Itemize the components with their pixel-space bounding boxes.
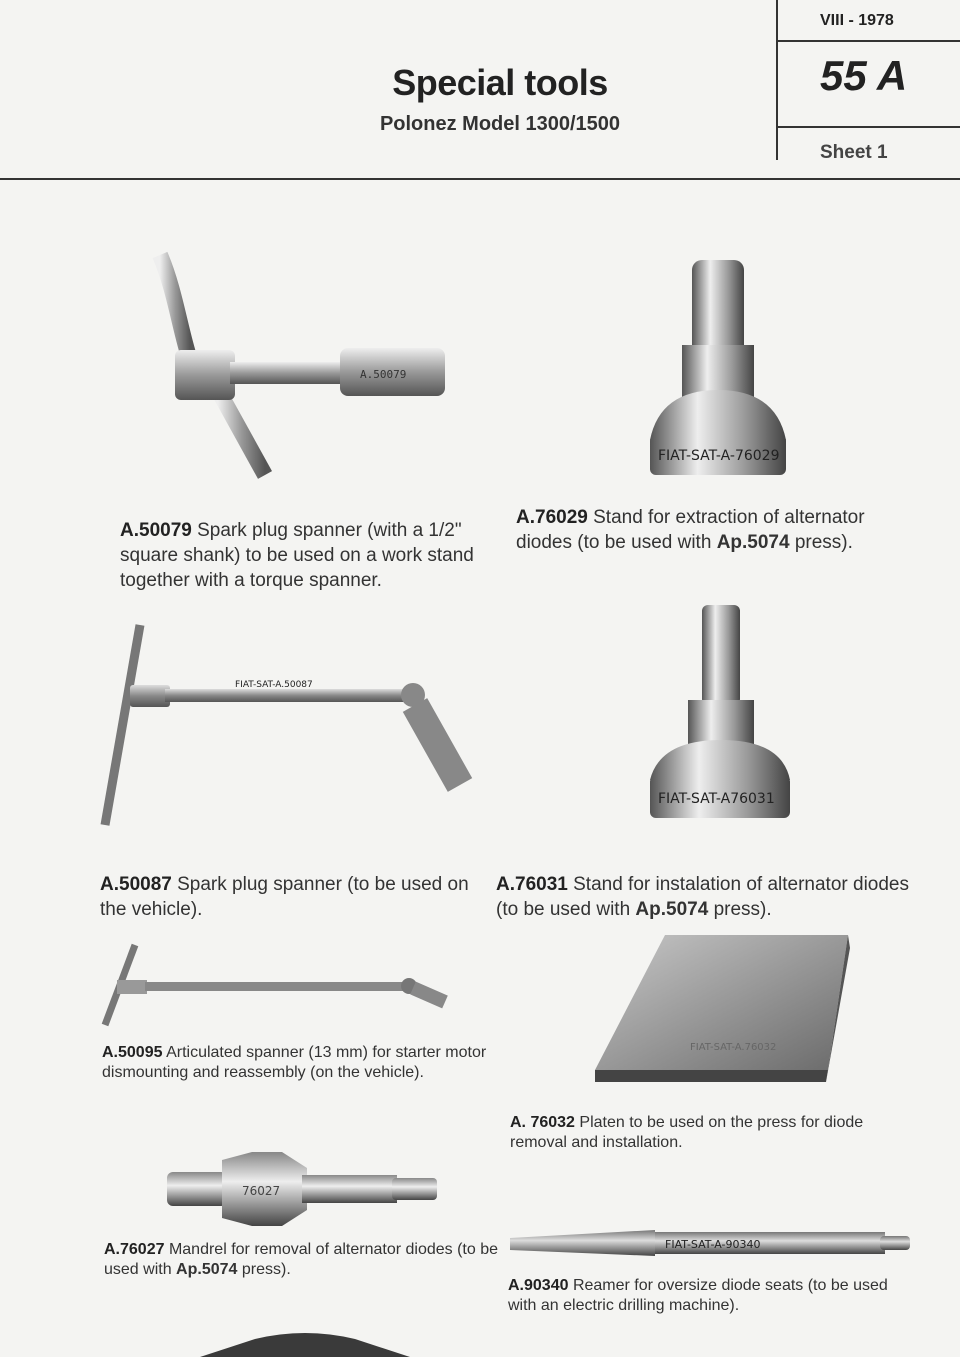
tool-image-a50087 [95, 615, 475, 840]
tool-code: A. 76032 [510, 1114, 575, 1131]
sheet-label: Sheet 1 [820, 142, 888, 163]
tool-marking-a76027: 76027 [242, 1184, 281, 1198]
tool-caption-a76031 [496, 872, 916, 922]
tool-description-end: press). [789, 532, 853, 553]
tool-code: A.90340 [508, 1277, 569, 1294]
tool-image-a50079 [150, 250, 460, 490]
tool-description: Spark plug spanner (to be used on the vehicle). [100, 874, 469, 920]
tool-marking-a50087: FIAT-SAT-A.50087 [235, 680, 313, 690]
tool-caption-a50087 [100, 872, 495, 922]
tool-code: A.76029 [516, 507, 588, 528]
press-reference: Ap.5074 [716, 532, 790, 553]
tool-code: A.50079 [120, 520, 192, 541]
press-reference: Ap.5074 [635, 899, 709, 920]
tool-caption-a50079 [120, 518, 500, 593]
tool-description: Reamer for oversize diode seats (to be used with an electric drilling machine). [508, 1277, 888, 1314]
page-title: Special tools [392, 62, 608, 103]
tool-code: A.76031 [496, 874, 568, 895]
tool-marking-a50079: A.50079 [360, 368, 407, 381]
tool-image-a76029 [640, 250, 800, 490]
tool-marking-a76032: FIAT-SAT-A.76032 [690, 1042, 777, 1053]
tool-image-partial [195, 1325, 415, 1357]
tool-description: Spark plug spanner (with a 1/2" square shank) to be used on a work stand together with a torque spanner. [120, 520, 474, 591]
page-subtitle: Polonez Model 1300/1500 [379, 113, 621, 135]
edition-label: VIII - 1978 [820, 12, 894, 29]
tool-code: A.50087 [100, 874, 172, 895]
press-reference: Ap.5074 [176, 1261, 238, 1278]
tool-description: Articulated spanner (13 mm) for starter motor dismounting and reassembly (on the vehicle). [102, 1044, 487, 1081]
tool-image-a76031 [640, 600, 800, 830]
tool-caption-a76029 [516, 505, 911, 555]
tool-code: A.76027 [104, 1241, 165, 1258]
tool-description-end: press). [708, 899, 772, 920]
header-divider-vertical [776, 0, 778, 160]
header-divider-top [776, 40, 960, 42]
tool-caption-a90340 [508, 1276, 918, 1316]
header-rule [0, 178, 960, 180]
tool-marking-a76031: FIAT-SAT-A76031 [658, 791, 775, 807]
tool-caption-a76027 [104, 1240, 509, 1280]
tool-code: A.50095 [102, 1044, 163, 1061]
tool-marking-a90340: FIAT-SAT-A-90340 [665, 1238, 761, 1251]
tool-caption-a50095 [102, 1043, 502, 1083]
section-number: 55 A [820, 52, 908, 99]
tool-image-a76027 [162, 1150, 442, 1230]
tool-description: Mandrel for removal of alternator diodes (to be used with [104, 1241, 499, 1278]
tool-description: Stand for instalation of alternator diodes (to be used with [496, 874, 910, 920]
tool-description-end: press). [237, 1261, 291, 1278]
tool-marking-a76029: FIAT-SAT-A-76029 [658, 448, 780, 464]
tool-caption-a76032 [510, 1113, 920, 1153]
tool-image-a90340 [505, 1222, 915, 1266]
tool-image-a50095 [95, 940, 475, 1030]
tool-image-a76032 [590, 930, 860, 1090]
tool-description: Stand for extraction of alternator diodes (to be used with [516, 507, 865, 553]
tool-description: Platen to be used on the press for diode removal and installation. [510, 1114, 864, 1151]
header-divider-mid [776, 126, 960, 128]
